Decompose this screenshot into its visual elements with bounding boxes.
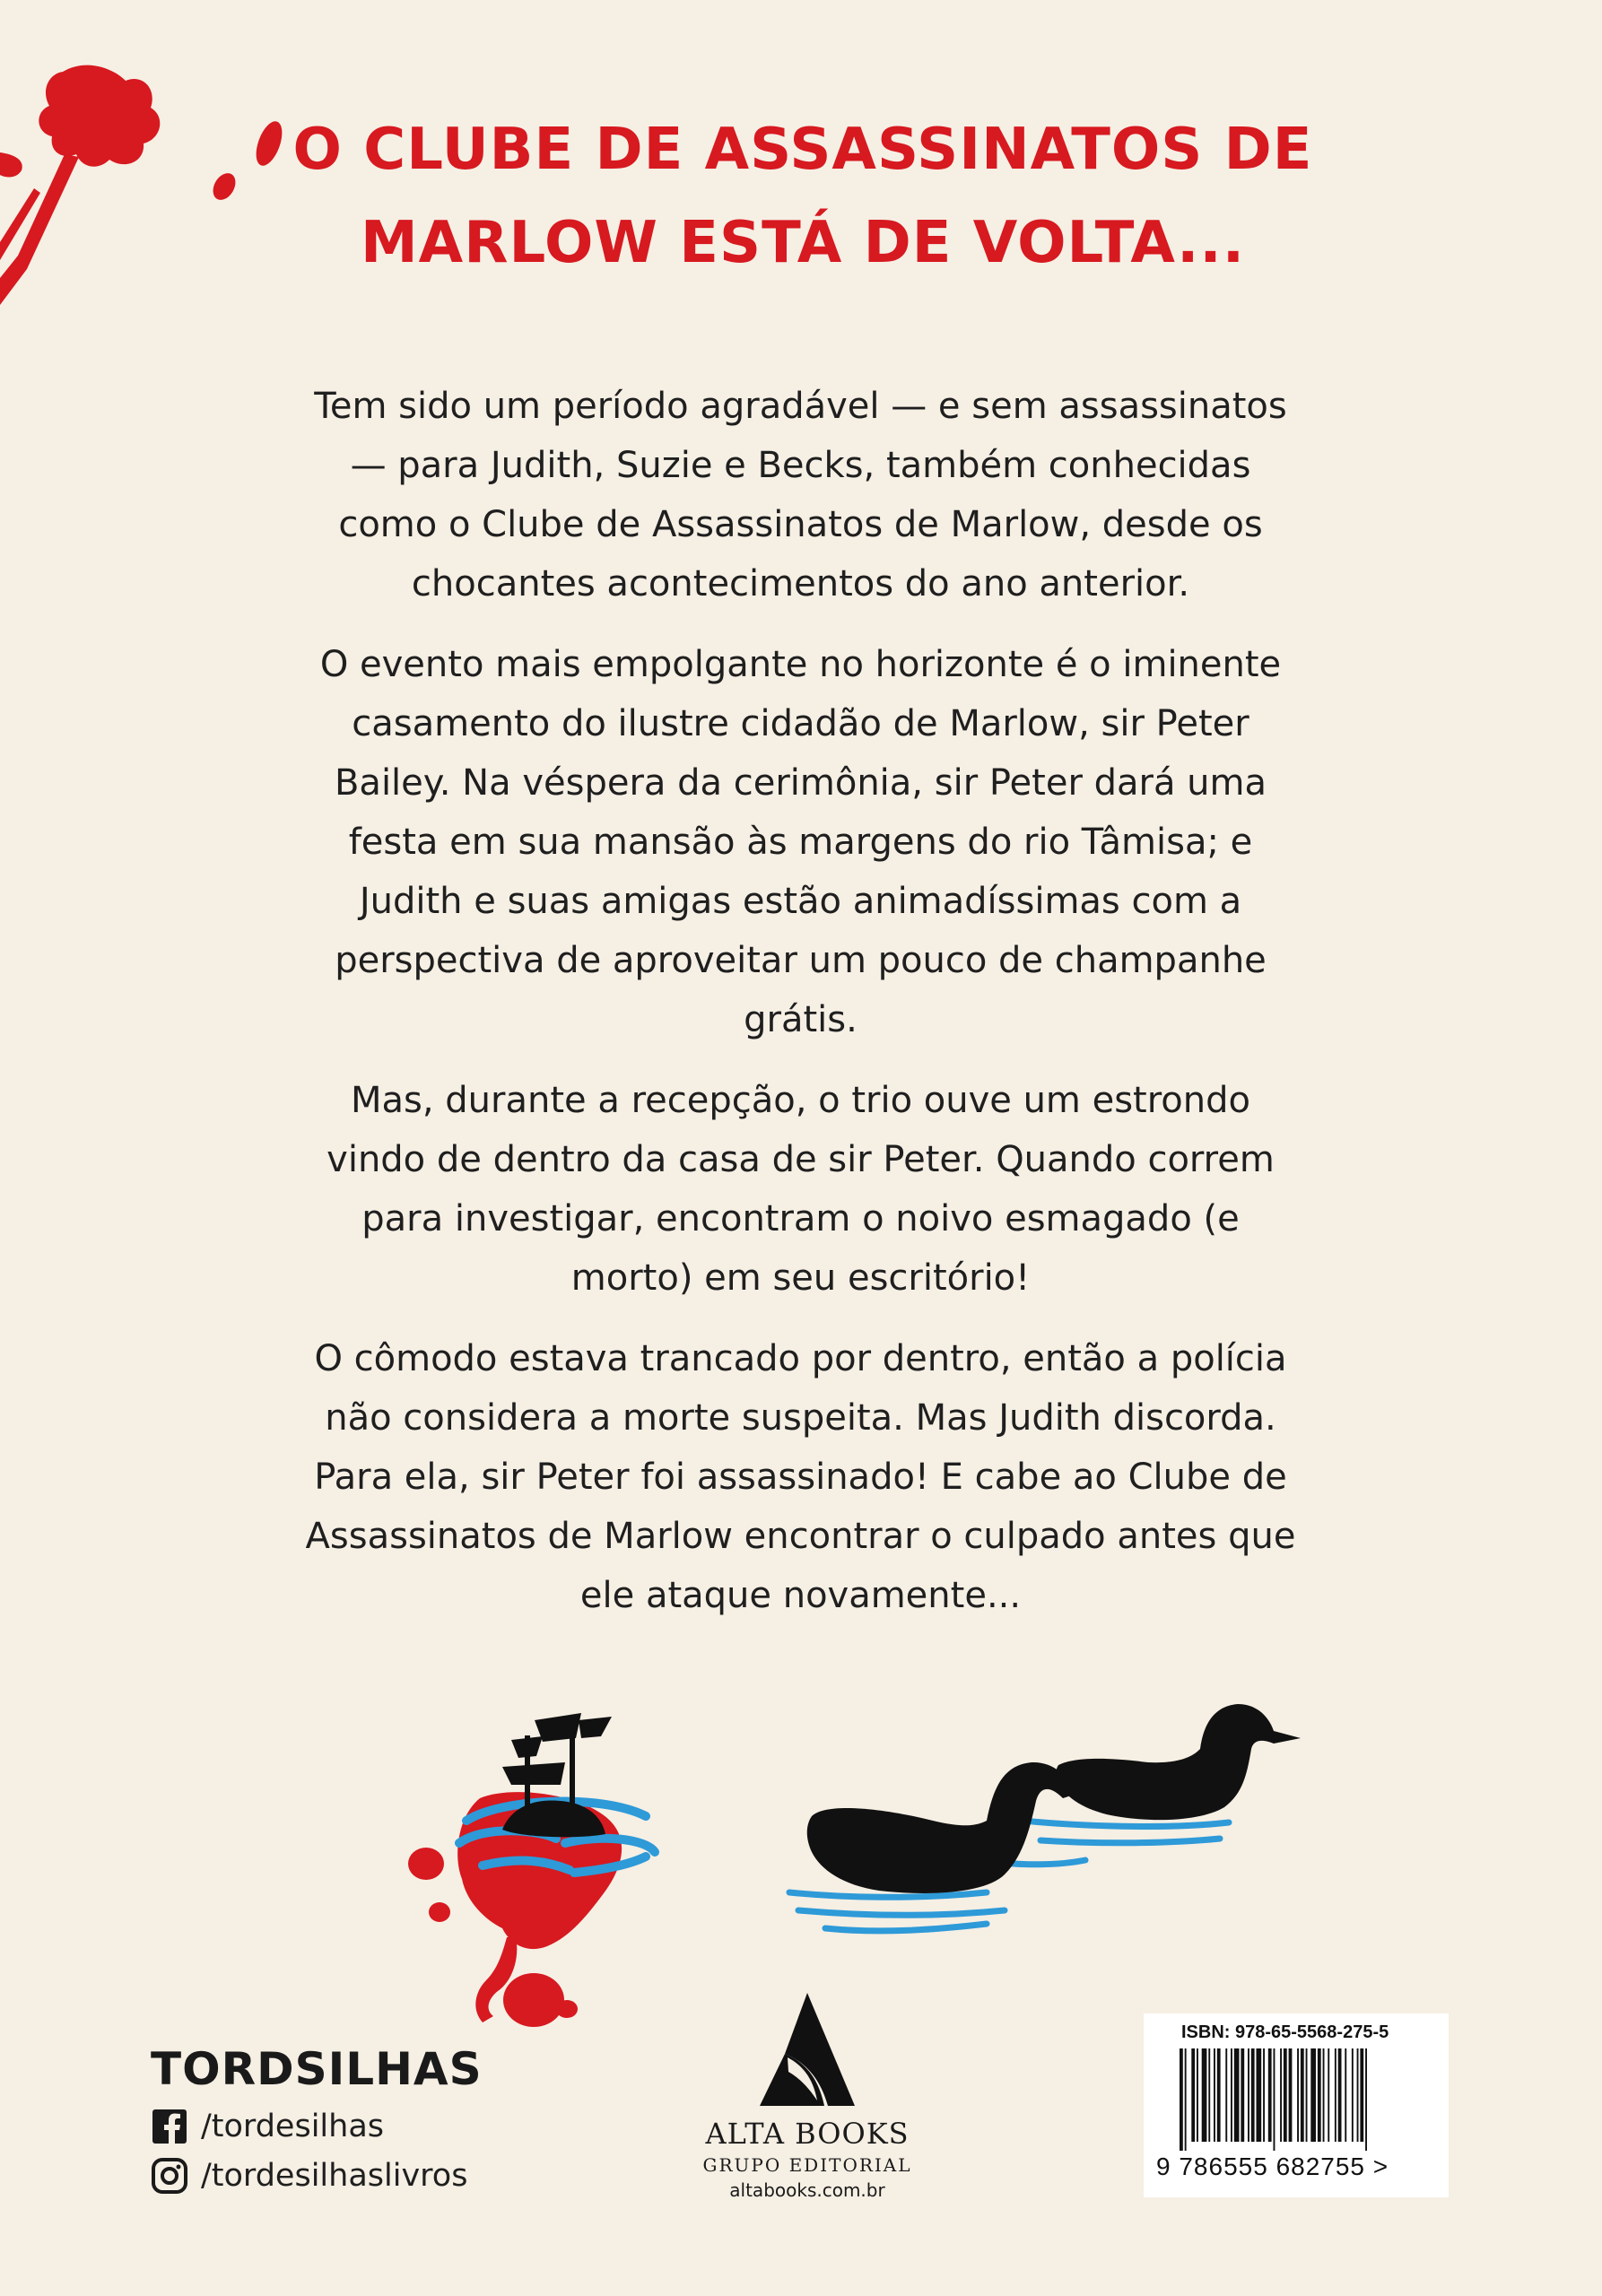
duck-icon [807, 1762, 1076, 1893]
duck-icon [1057, 1704, 1301, 1820]
isbn-barcode [1144, 2013, 1449, 2197]
facebook-icon [151, 2108, 188, 2145]
alta-books-triangle-logo-icon [758, 1991, 857, 2108]
instagram-icon [151, 2157, 188, 2195]
barcode-bars [1156, 2043, 1434, 2151]
synopsis [296, 377, 1305, 1647]
alta-books-url: altabooks.com.br [729, 2179, 885, 2201]
synopsis-paragraph-1: Tem sido um período agradável — e sem assassinatos — para Judith, Suzie e Becks, também conhecidas como o Clube de Assassinatos de Marlow, desde os chocantes acontecimentos do ano anterior. [314, 386, 1287, 604]
alta-books-name: ALTA BOOKS [705, 2117, 910, 2151]
synopsis-paragraph-4: O cômodo estava trancado por dentro, então a polícia não considera a morte suspeita. Mas Judith discorda. Para ela, sir Peter foi assassinado! E cabe ao Clube de Assassinatos de Marlow encontrar o culpado antes que ele ataque novamente... [305, 1338, 1296, 1616]
alta-books-subtitle: GRUPO EDITORIAL [702, 2154, 912, 2176]
blood-drop [408, 1848, 444, 1880]
instagram-link[interactable] [151, 2155, 467, 2196]
barcode-digits: 9 786555 682755 > [1156, 2152, 1389, 2180]
ducks-and-blood-illustration [377, 1650, 1328, 2027]
alta-books-logo [700, 1991, 915, 2211]
publisher-logo: TORDSILHAS [151, 2043, 483, 2095]
headline-line-1: O CLUBE DE ASSASSINATOS DE [292, 117, 1313, 183]
isbn-label: ISBN: 978-65-5568-275-5 [1181, 2022, 1389, 2042]
blood-splatter-icon [0, 54, 287, 305]
synopsis-paragraph-3: Mas, durante a recepção, o trio ouve um estrondo vindo de dentro da casa de sir Peter. Quando correm para investigar, encontram o noivo esmagado (e morto) em seu escritório! [326, 1080, 1275, 1299]
facebook-link[interactable] [151, 2106, 384, 2147]
synopsis-paragraph-2: O evento mais empolgante no horizonte é o iminente casamento do ilustre cidadão de Marlow, sir Peter Bailey. Na véspera da cerimônia, sir Peter dará uma festa em sua mansão às margens do rio Tâmisa; e Judith e suas amigas estão animadíssimas com a perspectiva de aproveitar um pouco de champanhe grátis. [319, 644, 1282, 1040]
headline-line-2: MARLOW ESTÁ DE VOLTA... [360, 210, 1246, 276]
instagram-handle: /tordesilhaslivros [201, 2158, 468, 2194]
facebook-handle: /tordesilhas [201, 2109, 385, 2144]
headline [269, 103, 1336, 290]
